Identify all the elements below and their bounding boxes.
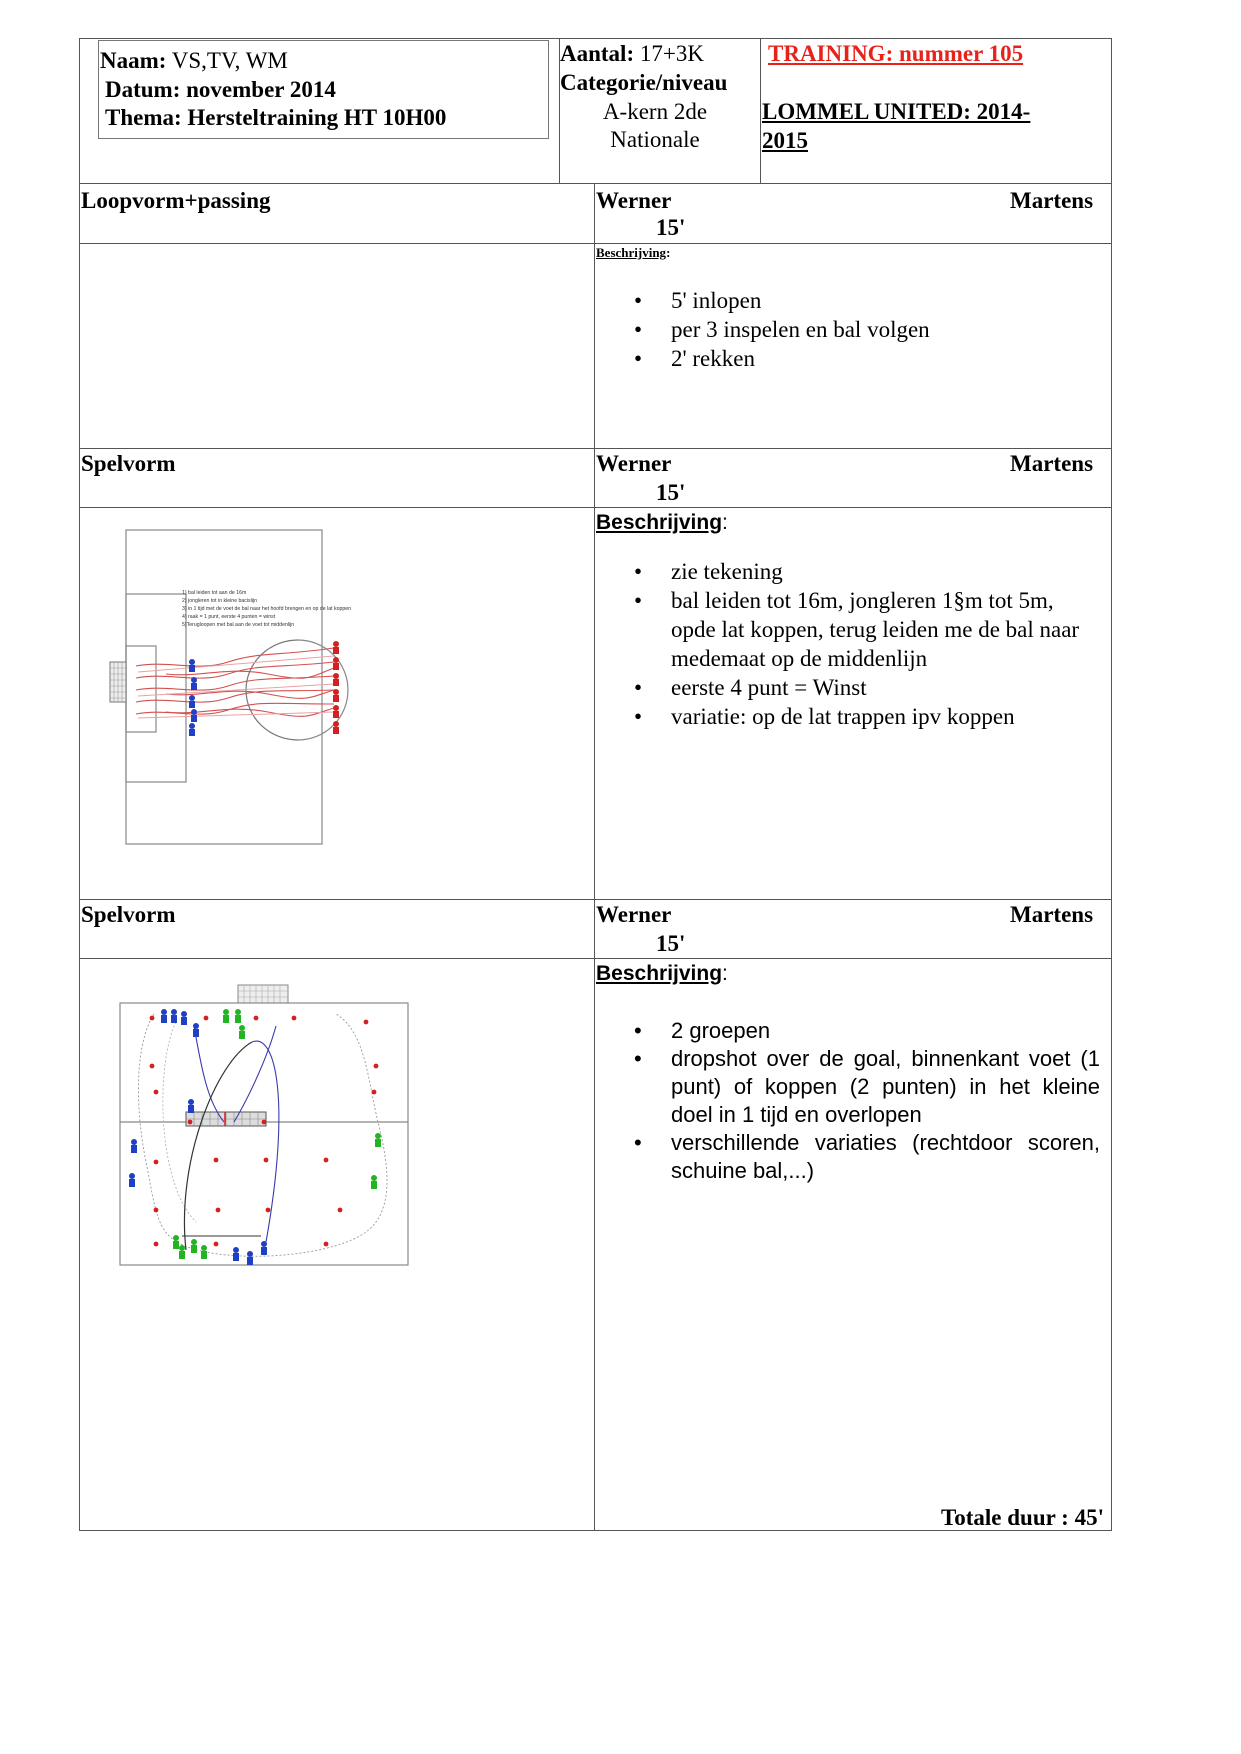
naam-line xyxy=(100,47,288,74)
datum-label: Datum: xyxy=(105,77,181,102)
total-duration: Totale duur : 45' xyxy=(941,1505,1104,1530)
section3-list xyxy=(596,1017,1100,1185)
border-top xyxy=(79,38,1112,39)
duration: 15' xyxy=(656,931,686,956)
club-line2: 2015 xyxy=(762,128,808,153)
border-right xyxy=(1111,38,1112,1531)
diagram-note: 4) raak = 1 punt, eerste 4 punten = winst xyxy=(182,614,276,620)
border-s1-header xyxy=(79,243,1112,244)
duration: 15' xyxy=(656,215,686,240)
categorie-line2: Nationale xyxy=(610,127,700,152)
drill-diagram-1 xyxy=(108,528,408,848)
desc-label: Beschrijving: xyxy=(596,511,728,534)
goal-icon xyxy=(110,662,126,702)
aantal-label: Aantal: xyxy=(560,41,635,66)
thema-line xyxy=(105,104,446,131)
list-item: • 2' rekken xyxy=(596,344,1096,373)
naam-value: VS,TV, WM xyxy=(166,48,288,73)
aantal-line xyxy=(560,40,704,67)
player-icon xyxy=(129,1009,381,1265)
trainer-first: Werner xyxy=(596,451,672,476)
desc-label: Beschrijving: xyxy=(596,962,728,985)
section1-list xyxy=(596,286,1096,373)
section2-list xyxy=(596,557,1096,731)
diagram-note: 3) in 1 tijd met de voet de bal naar het hoofd brengen en op de lat koppen xyxy=(182,606,352,612)
datum-line xyxy=(105,76,336,103)
trainer-first: Werner xyxy=(596,902,672,927)
diagram-note: 1) bal leiden tot aan de 16m xyxy=(182,590,247,596)
section-title: Spelvorm xyxy=(81,451,176,476)
list-item: • 2 groepen xyxy=(596,1017,1100,1045)
aantal-value: 17+3K xyxy=(634,41,704,66)
categorie-label: Categorie/niveau xyxy=(560,70,728,95)
naam-label: Naam: xyxy=(100,48,167,73)
border-s3-header xyxy=(79,958,1112,959)
thema-value: Hersteltraining HT 10H00 xyxy=(181,105,447,130)
desc-label: Beschrijving: xyxy=(596,245,671,260)
list-item: • eerste 4 punt = Winst xyxy=(596,673,1096,702)
list-item: • bal leiden tot 16m, jongleren 1§m tot 5m, opde lat koppen, terug leiden me de bal naar medemaat op de middenlijn xyxy=(596,586,1096,673)
border-left xyxy=(79,38,80,1531)
trainer-last: Martens xyxy=(1010,188,1094,213)
list-item: • dropshot over de goal, binnenkant voet (1 punt) of koppen (2 punten) in het kleine doel in 1 tijd en overlopen xyxy=(596,1045,1100,1129)
border-mid xyxy=(594,183,595,1531)
border-header-col2 xyxy=(760,38,761,184)
club-line1: LOMMEL UNITED: 2014- xyxy=(762,99,1031,124)
goal-icon xyxy=(186,1112,266,1126)
diagram-note: 2) jongleren tot in kleine bacislijn xyxy=(182,598,257,604)
list-item: • per 3 inspelen en bal volgen xyxy=(596,315,1096,344)
list-item: • variatie: op de lat trappen ipv koppen xyxy=(596,702,1096,731)
border-s1-bottom xyxy=(79,448,1112,449)
section-title: Spelvorm xyxy=(81,902,176,927)
border-header-bottom xyxy=(79,183,1112,184)
trainer-last: Martens xyxy=(1010,902,1094,927)
thema-label: Thema: xyxy=(105,105,182,130)
duration: 15' xyxy=(656,480,686,505)
training-title: TRAINING: nummer 105 xyxy=(768,41,1024,66)
list-item: • 5' inlopen xyxy=(596,286,1096,315)
datum-value: november 2014 xyxy=(180,77,336,102)
diagram-note: 5)Terugloopen met bal aan de voet tot middenlijn xyxy=(182,622,295,628)
section-title: Loopvorm+passing xyxy=(81,188,271,213)
categorie-line1: A-kern 2de xyxy=(602,99,708,124)
border-s2-bottom xyxy=(79,899,1112,900)
border-s2-header xyxy=(79,507,1112,508)
cone-icon xyxy=(150,1016,379,1247)
list-item: • verschillende variaties (rechtdoor scoren, schuine bal,...) xyxy=(596,1129,1100,1185)
goal-icon xyxy=(238,985,288,1003)
drill-diagram-2 xyxy=(116,982,412,1267)
trainer-first: Werner xyxy=(596,188,672,213)
list-item: • zie tekening xyxy=(596,557,1096,586)
trainer-last: Martens xyxy=(1010,451,1094,476)
